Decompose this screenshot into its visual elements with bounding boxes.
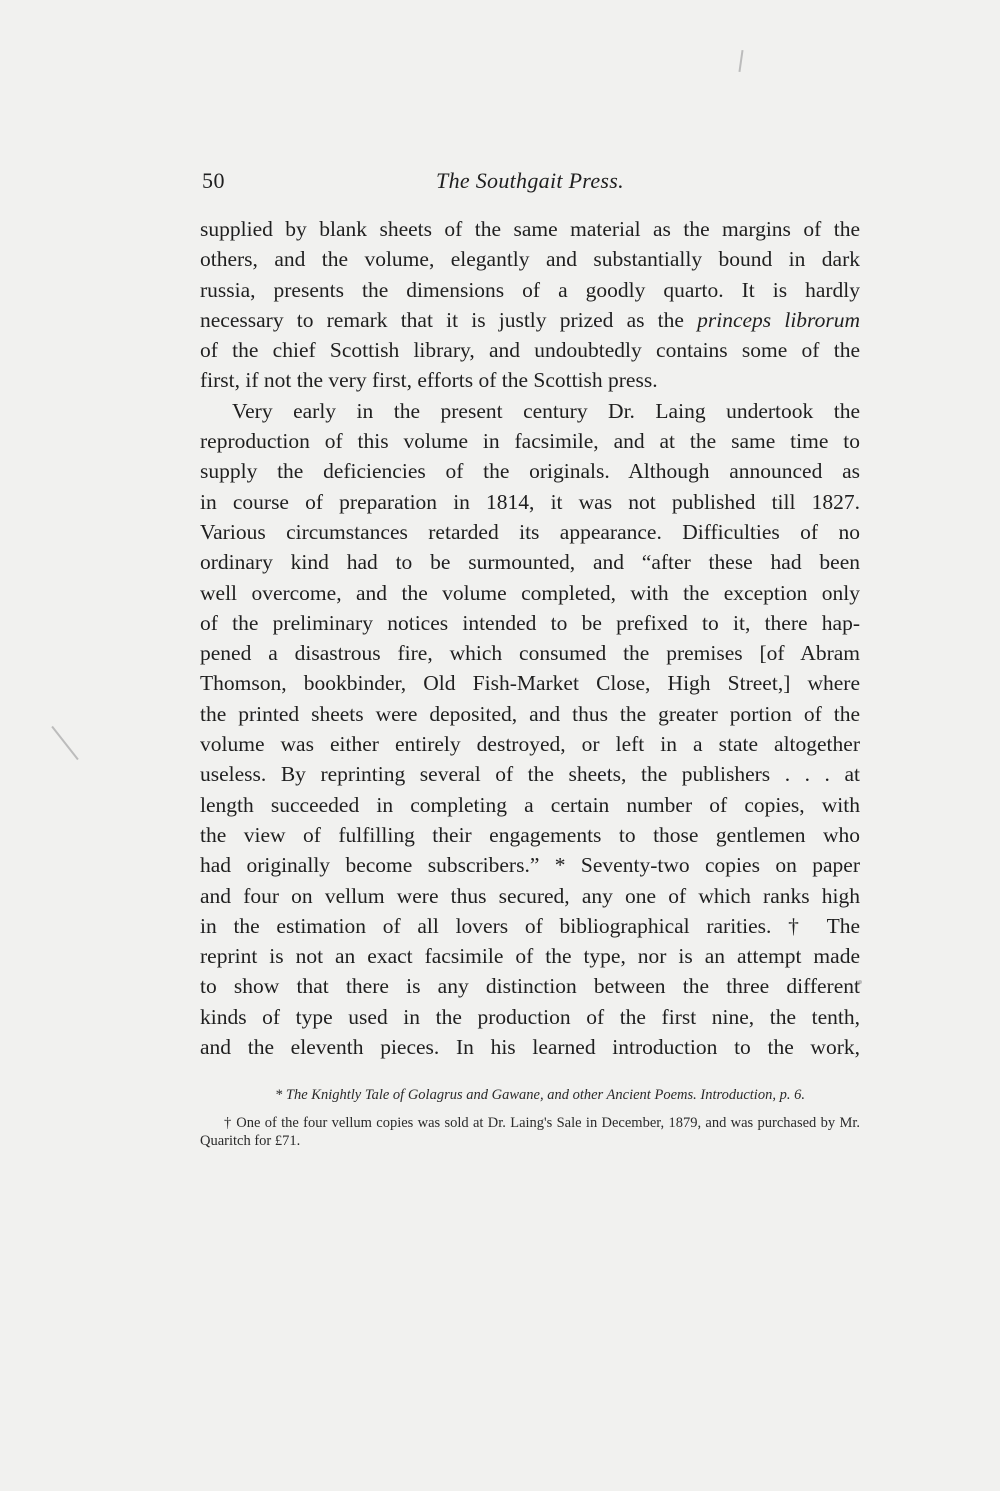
text-line: and four on vellum were thus secured, any one of which ranks high	[200, 883, 860, 908]
text-line: ordinary kind had to be surmounted, and “after these had been	[200, 550, 860, 575]
text-line: length succeeded in completing a certain number of copies, with	[200, 792, 860, 817]
page-number: 50	[202, 168, 225, 193]
text-line: useless. By reprinting several of the sheets, the publishers . . . at	[200, 762, 860, 787]
page-header	[200, 168, 860, 204]
text-line: to show that there is any distinction between the three different	[200, 974, 860, 999]
text-line: Thomson, bookbinder, Old Fish-Market Close, High Street,] where	[200, 671, 860, 696]
page-blemish	[738, 50, 743, 72]
text-line: and the eleventh pieces. In his learned introduction to the work,	[200, 1035, 860, 1060]
footnote-1	[200, 1086, 860, 1104]
text-line: well overcome, and the volume completed, with the exception only	[200, 580, 860, 605]
text-line: of the chief Scottish library, and undoubtedly contains some of the	[200, 338, 860, 363]
text-line: of the preliminary notices intended to be prefixed to it, there hap-	[200, 610, 860, 635]
text-line: in the estimation of all lovers of bibliographical rarities. † The	[200, 913, 860, 938]
body-text	[200, 214, 860, 1062]
page-blemish	[51, 726, 78, 760]
text-line	[200, 305, 860, 335]
text-line: supply the deficiencies of the originals. Although announced as	[200, 459, 860, 484]
text-line-start: necessary to remark that it is justly prized as the	[200, 307, 698, 332]
text-line: Various circumstances retarded its appearance. Difficulties of no	[200, 519, 860, 544]
footnote-2: † One of the four vellum copies was sold at Dr. Laing's Sale in December, 1879, and was purchased by Mr. Quaritch for £71.	[200, 1115, 860, 1149]
text-line: others, and the volume, elegantly and substantially bound in dark	[200, 247, 860, 272]
text-line: the view of fulfilling their engagements to those gentlemen who	[200, 822, 860, 847]
text-line: the printed sheets were deposited, and thus the greater portion of the	[200, 701, 860, 726]
text-line: first, if not the very first, efforts of the Scottish press.	[200, 368, 658, 393]
text-line: pened a disastrous fire, which consumed the premises [of Abram	[200, 641, 860, 666]
text-line: reprint is not an exact facsimile of the type, nor is an attempt made	[200, 944, 860, 969]
running-title: The Southgait Press.	[436, 168, 624, 193]
text-line: volume was either entirely destroyed, or left in a state altogether	[200, 732, 860, 757]
footnote-1-title: * The Knightly Tale of Golagrus and Gawane,	[275, 1087, 544, 1103]
footnote-1-rest: and other Ancient Poems. Introduction, p. 6.	[543, 1087, 805, 1103]
text-line: reproduction of this volume in facsimile, and at the same time to	[200, 429, 860, 454]
text-line: in course of preparation in 1814, it was not published till 1827.	[200, 489, 860, 514]
text-line: Very early in the present century Dr. Laing undertook the	[232, 398, 860, 423]
text-line: kinds of type used in the production of the first nine, the tenth,	[200, 1004, 860, 1029]
italic-phrase: princeps librorum	[697, 307, 861, 332]
text-line: had originally become subscribers.” * Seventy-two copies on paper	[200, 853, 860, 878]
footnotes	[200, 1086, 860, 1150]
text-line: supplied by blank sheets of the same material as the margins of the	[200, 217, 860, 241]
text-line: russia, presents the dimensions of a goodly quarto. It is hardly	[200, 277, 860, 302]
